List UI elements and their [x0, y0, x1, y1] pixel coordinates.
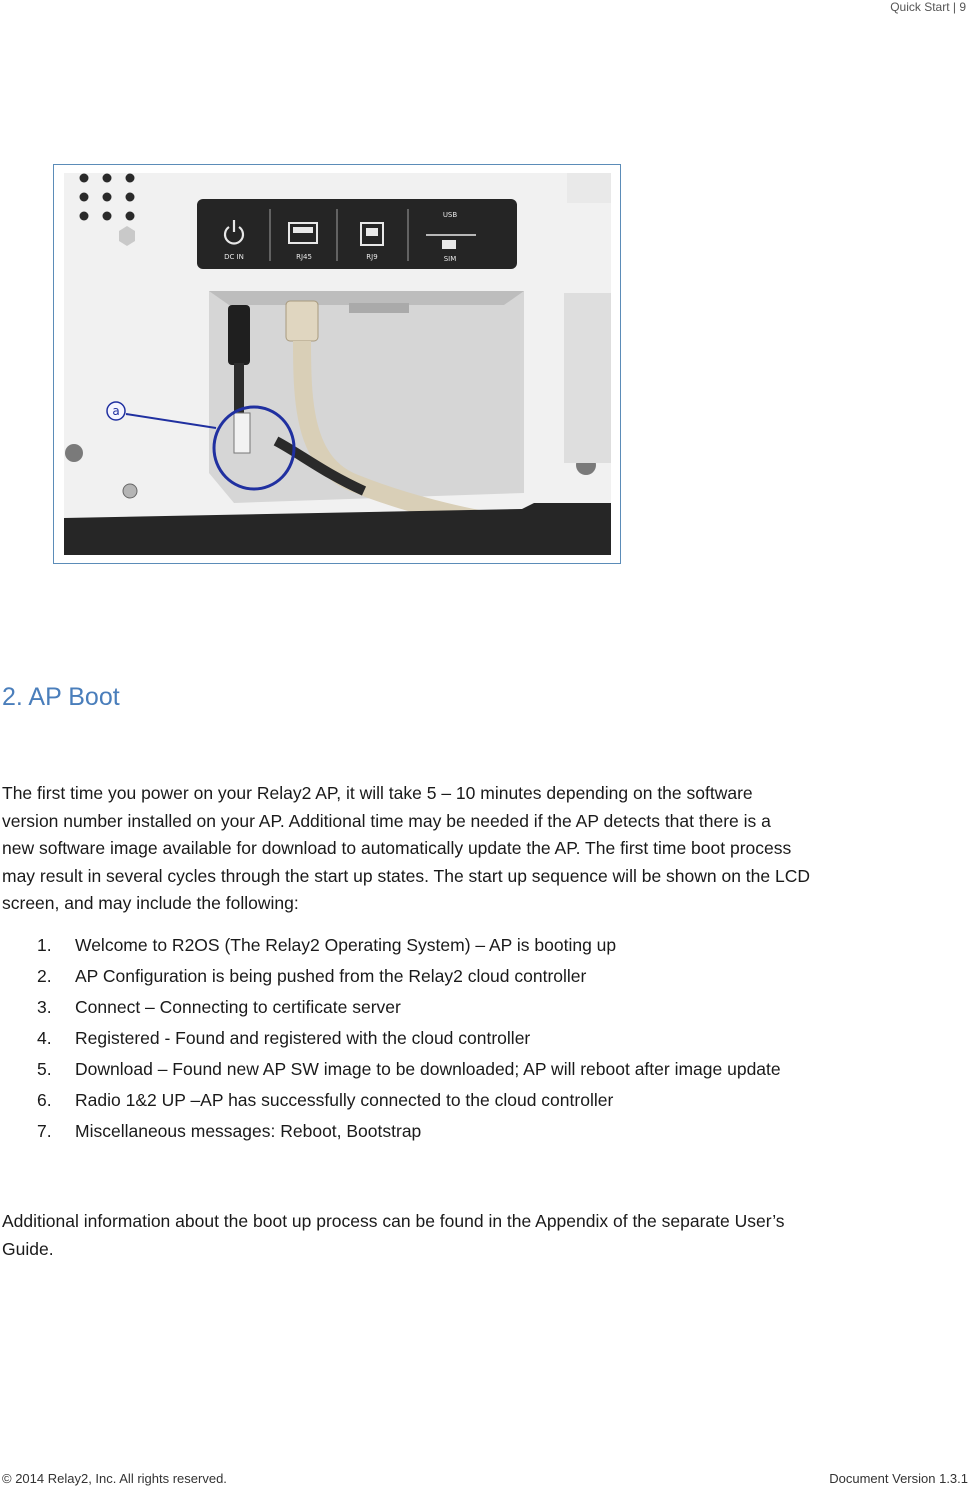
device-photo-frame — [53, 164, 621, 564]
rj9-label: RJ9 — [366, 253, 378, 261]
intro-line: version number installed on your AP. Additional time may be needed if the AP detects that there is a — [2, 810, 771, 831]
intro-line: may result in several cycles through the start up states. The start up sequence will be shown on the LCD — [2, 865, 811, 886]
footer-doc-version: Document Version 1.3.1 — [829, 1471, 968, 1486]
page-header: Quick Start | 9 — [890, 0, 966, 14]
section-heading: 2. AP Boot — [2, 683, 120, 711]
intro-line: new software image available for download to automatically update the AP. The first time boot process — [2, 838, 792, 858]
footer-copyright: © 2014 Relay2, Inc. All rights reserved. — [2, 1471, 227, 1486]
closing-line: Additional information about the boot up process can be found in the Appendix of the separate User’s — [2, 1211, 785, 1231]
sim-label: SIM — [443, 255, 457, 263]
intro-line: The first time you power on your Relay2 AP, it will take 5 – 10 minutes depending on the software — [2, 783, 753, 803]
callout-label: a — [112, 404, 120, 418]
intro-paragraph — [2, 780, 970, 918]
dc-in-label: DC IN — [224, 253, 244, 261]
intro-line: screen, and may include the following: — [2, 893, 299, 913]
closing-paragraph — [2, 1208, 970, 1263]
closing-line: Guide. — [2, 1238, 54, 1259]
usb-label: USB — [442, 211, 458, 219]
device-port-photo — [64, 173, 611, 555]
rj45-label: RJ45 — [296, 253, 312, 261]
